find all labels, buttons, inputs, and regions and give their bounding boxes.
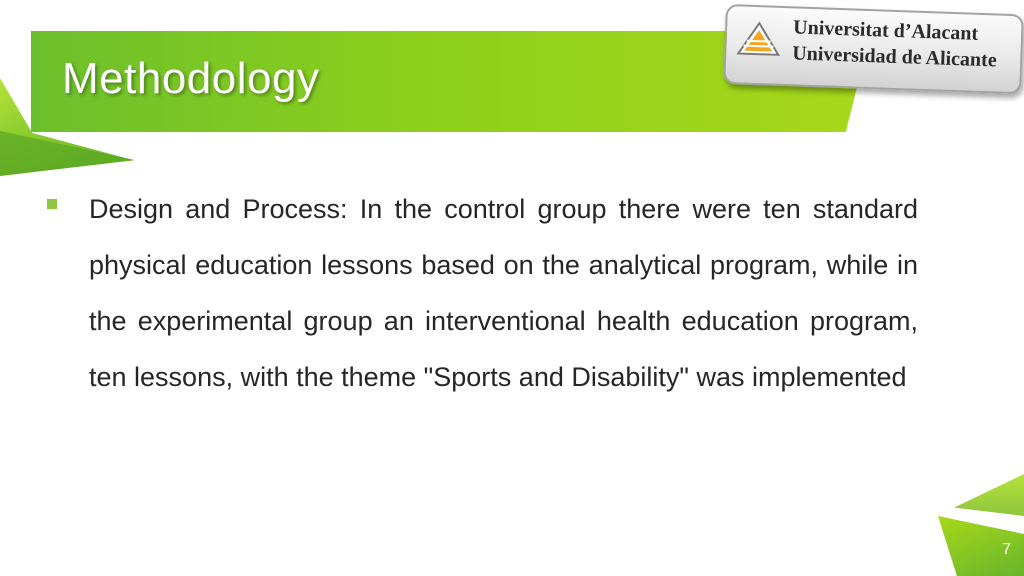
slide-title: Methodology <box>62 54 320 103</box>
university-emblem-icon <box>736 20 781 58</box>
square-bullet-icon <box>47 199 57 209</box>
logo-text-valencian: Universitat d’Alacant <box>792 16 979 45</box>
university-logo <box>723 4 1024 94</box>
logo-text-spanish: Universidad de Alicante <box>791 42 998 72</box>
corner-decoration-top <box>954 474 1024 516</box>
corner-decoration-bottom <box>938 516 1024 576</box>
left-flap-shadow <box>0 131 134 176</box>
bullet-text: Design and Process: In the control group there were ten standard physical education lessons based on the analytical program, while in the experimental group an interventional health education program, ten lessons, with the theme "Sports and Disability" was implemented <box>89 194 918 392</box>
page-number: 7 <box>1002 541 1011 558</box>
